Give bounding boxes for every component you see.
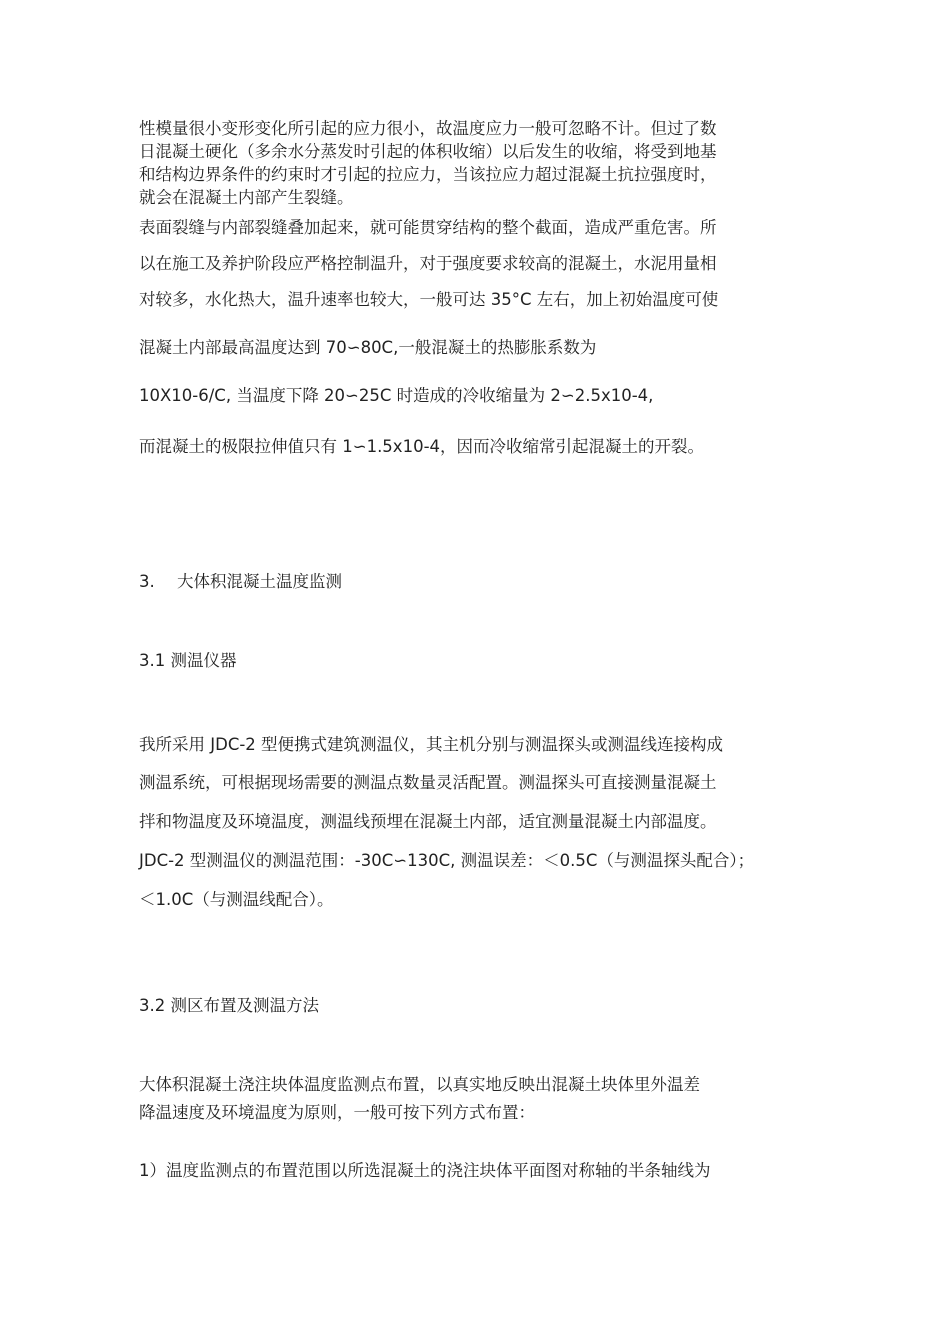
- paragraph-line: JDC-2 型测温仪的测温范围：-30C∽130C, 测温误差：＜0.5C（与测温探头配合）；: [139, 851, 755, 870]
- paragraph-line: 和结构边界条件的约束时才引起的拉应力，当该拉应力超过混凝土抗拉强度时，: [139, 165, 717, 184]
- paragraph-line: 对较多，水化热大，温升速率也较大，一般可达 35°C 左右，加上初始温度可使: [139, 290, 719, 309]
- paragraph-line: 日混凝土硬化（多余水分蒸发时引起的体积收缩）以后发生的收缩，将受到地基: [139, 142, 717, 161]
- subsection-heading: 3.2 测区布置及测温方法: [139, 996, 319, 1015]
- paragraph-line: 性模量很小变形变化所引起的应力很小，故温度应力一般可忽略不计。但过了数: [139, 119, 717, 138]
- section-number: 3.: [139, 572, 155, 591]
- paragraph-line: 而混凝土的极限拉伸值只有 1∽1.5x10-4，因而冷收缩常引起混凝土的开裂。: [139, 437, 705, 456]
- paragraph-line: 表面裂缝与内部裂缝叠加起来，就可能贯穿结构的整个截面，造成严重危害。所: [139, 218, 717, 237]
- paragraph-line: 我所采用 JDC-2 型便携式建筑测温仪，其主机分别与测温探头或测温线连接构成: [139, 735, 724, 754]
- paragraph-line: 降温速度及环境温度为原则，一般可按下列方式布置：: [139, 1103, 535, 1122]
- paragraph-line: 就会在混凝土内部产生裂缝。: [139, 188, 354, 207]
- paragraph-line: 大体积混凝土浇注块体温度监测点布置，以真实地反映出混凝土块体里外温差: [139, 1075, 700, 1094]
- paragraph-line: 10X10-6/C, 当温度下降 20∽25C 时造成的冷收缩量为 2∽2.5x10-4,: [139, 386, 654, 405]
- paragraph-line: 混凝土内部最高温度达到 70∽80C,一般混凝土的热膨胀系数为: [139, 338, 597, 357]
- section-title: 大体积混凝土温度监测: [177, 572, 342, 591]
- paragraph-line: ＜1.0C（与测温线配合）。: [139, 890, 334, 909]
- paragraph-line: 测温系统，可根据现场需要的测温点数量灵活配置。测温探头可直接测量混凝土: [139, 773, 717, 792]
- subsection-heading: 3.1 测温仪器: [139, 651, 237, 670]
- section-heading: [139, 568, 342, 592]
- paragraph-line: 拌和物温度及环境温度，测温线预埋在混凝土内部，适宜测量混凝土内部温度。: [139, 812, 717, 831]
- list-item: 1）温度监测点的布置范围以所选混凝土的浇注块体平面图对称轴的半条轴线为: [139, 1161, 711, 1180]
- paragraph-line: 以在施工及养护阶段应严格控制温升，对于强度要求较高的混凝土，水泥用量相: [139, 254, 717, 273]
